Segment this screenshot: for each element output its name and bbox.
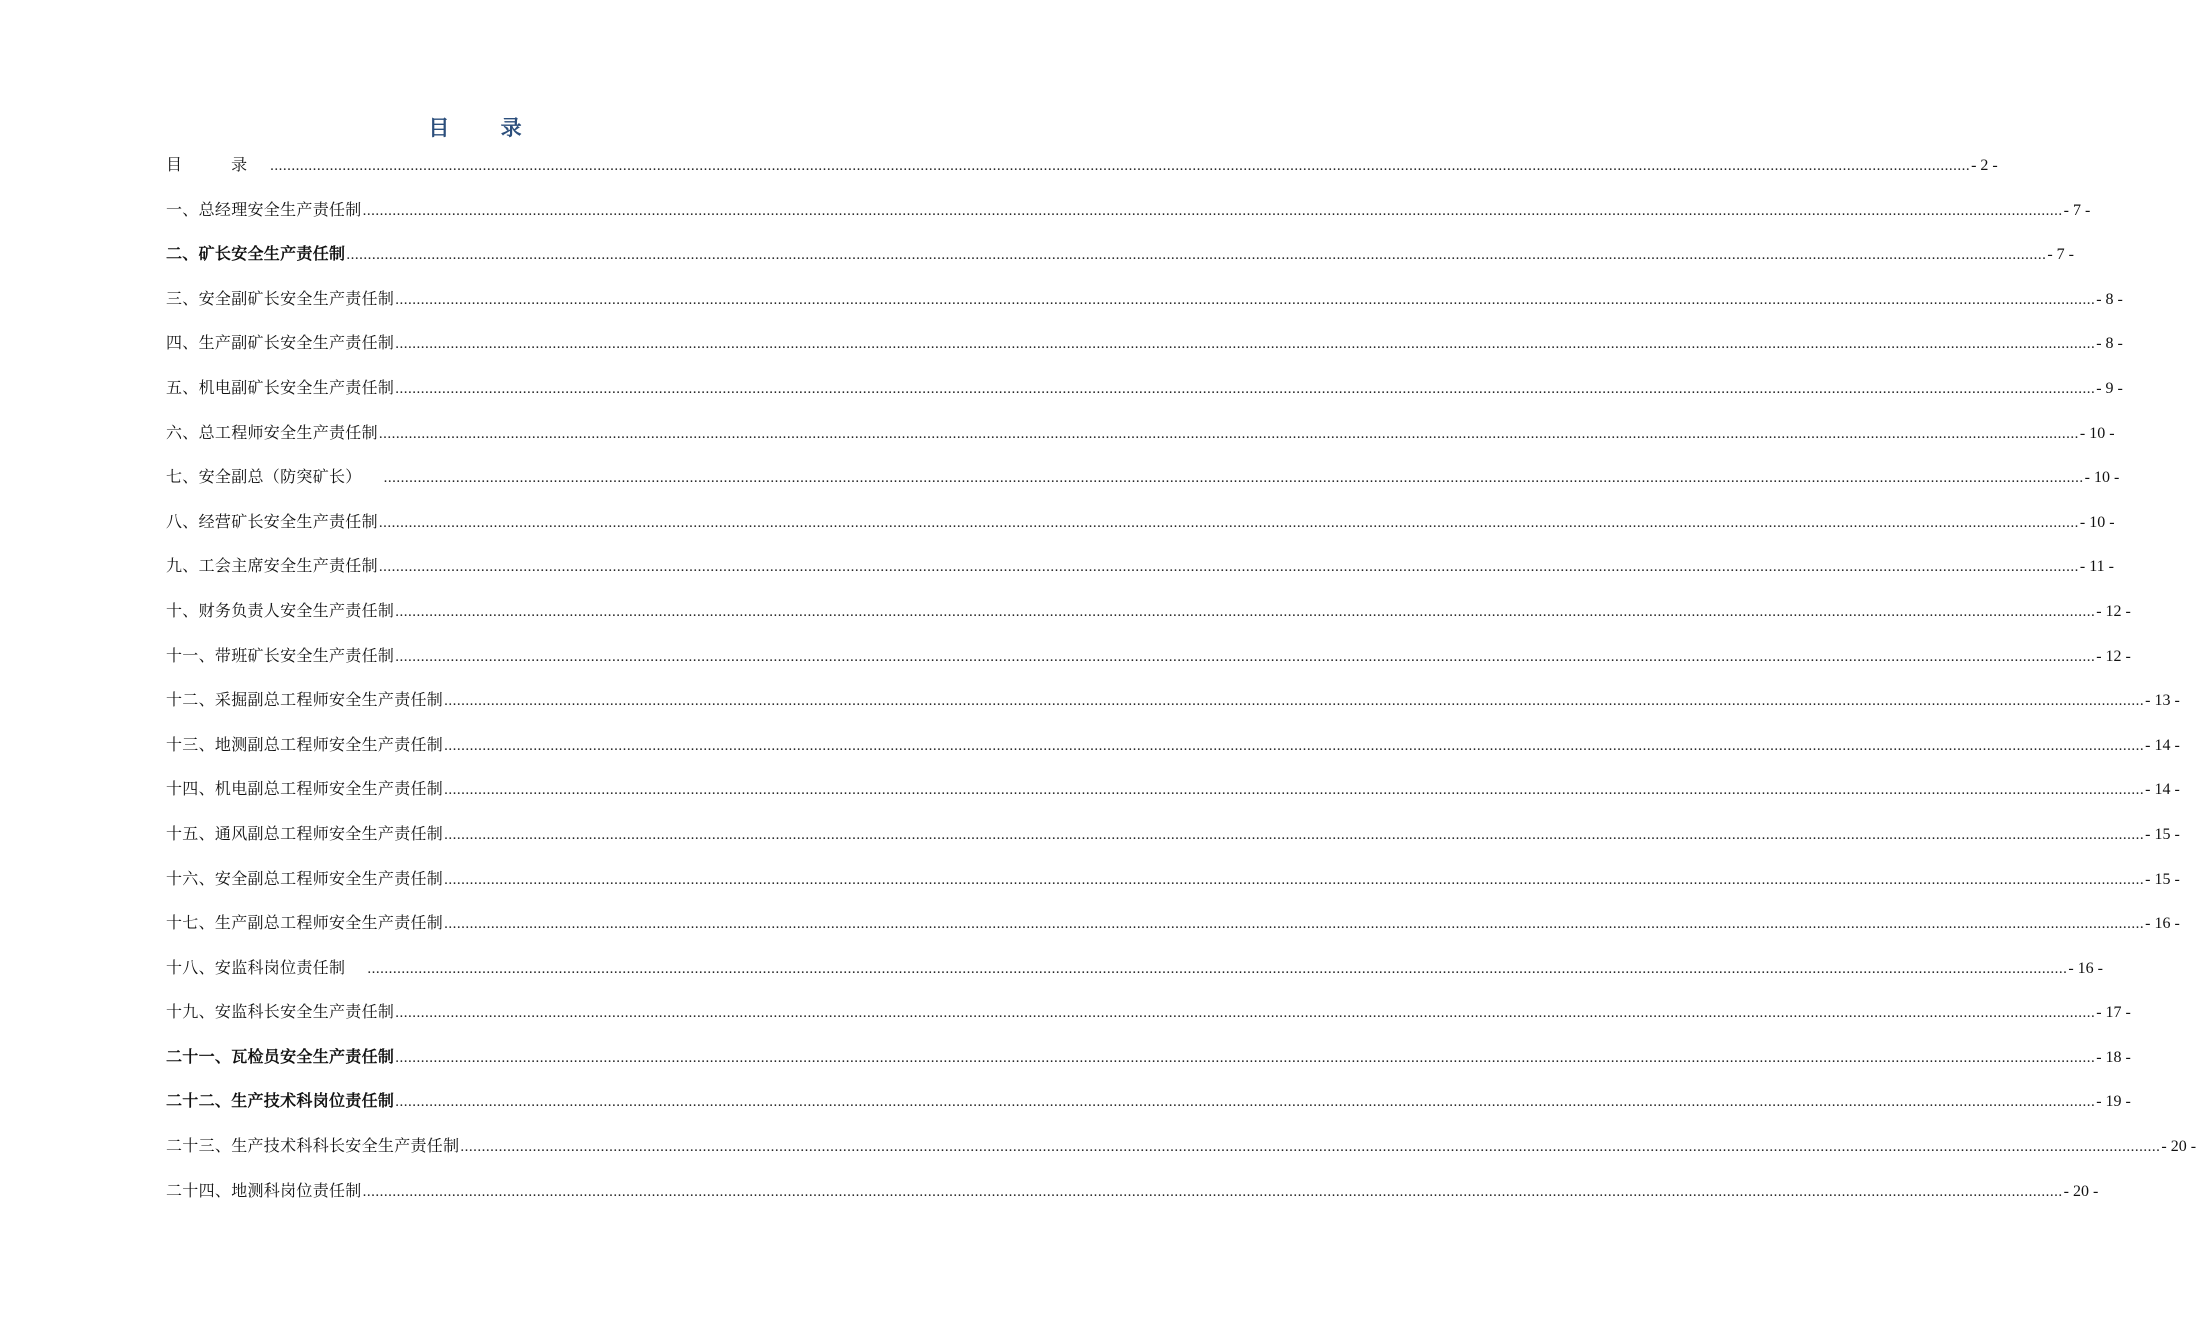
toc-entry-label: 二十三、生产技术科科长安全生产责任制 xyxy=(166,1136,460,1156)
toc-entry[interactable] xyxy=(166,287,2123,332)
toc-entry-page: - 17 - xyxy=(2096,1004,2131,1022)
toc-entry-label: 十三、地测副总工程师安全生产责任制 xyxy=(166,734,444,754)
toc-entry-label: 二十二、生产技术科岗位责任制 xyxy=(166,1091,395,1111)
toc-dot-leader: ................................................................................................................................................................................................................................................................................................................................................................................................................ xyxy=(395,1094,2096,1111)
toc-entry[interactable] xyxy=(166,867,2180,912)
toc-dot-leader: ................................................................................................................................................................................................................................................................................................................................................................................................................ xyxy=(383,470,2084,487)
toc-entry[interactable] xyxy=(166,822,2180,867)
toc-entry[interactable] xyxy=(166,644,2131,689)
toc-dot-leader: ................................................................................................................................................................................................................................................................................................................................................................................................................ xyxy=(346,247,2047,264)
toc-entry-page: - 10 - xyxy=(2084,469,2120,487)
toc-dot-leader: ................................................................................................................................................................................................................................................................................................................................................................................................................ xyxy=(362,202,2063,219)
toc-dot-leader: ................................................................................................................................................................................................................................................................................................................................................................................................................ xyxy=(367,960,2068,977)
toc-entry-page: - 14 - xyxy=(2145,781,2180,799)
toc-entry-label: 十、财务负责人安全生产责任制 xyxy=(166,600,395,620)
toc-entry[interactable] xyxy=(166,1045,2131,1090)
toc-entry-label: 六、总工程师安全生产责任制 xyxy=(166,422,378,442)
toc-entry-page: - 19 - xyxy=(2096,1093,2131,1111)
toc-dot-leader: ................................................................................................................................................................................................................................................................................................................................................................................................................ xyxy=(460,1139,2161,1156)
toc-entry-label: 十一、带班矿长安全生产责任制 xyxy=(166,645,395,665)
toc-entry-label: 目 录 xyxy=(166,155,270,174)
toc-entry-label: 五、机电副矿长安全生产责任制 xyxy=(166,377,395,397)
toc-entry[interactable] xyxy=(166,421,2115,466)
toc-dot-leader: ................................................................................................................................................................................................................................................................................................................................................................................................................ xyxy=(444,782,2145,799)
toc-entry-page: - 10 - xyxy=(2079,513,2115,531)
toc-entry[interactable] xyxy=(166,1000,2131,1045)
toc-entry-page: - 2 - xyxy=(1971,157,1998,174)
toc-title: 目 录 xyxy=(428,116,544,140)
toc-dot-leader: ................................................................................................................................................................................................................................................................................................................................................................................................................ xyxy=(395,1005,2096,1022)
toc-entry-label: 二十四、地测科岗位责任制 xyxy=(166,1180,362,1200)
toc-entry[interactable] xyxy=(166,1134,2196,1179)
toc-entry[interactable] xyxy=(166,554,2114,599)
toc-dot-leader: ................................................................................................................................................................................................................................................................................................................................................................................................................ xyxy=(444,737,2145,754)
toc-entry-label: 九、工会主席安全生产责任制 xyxy=(166,556,378,576)
toc-entry[interactable] xyxy=(166,1089,2131,1134)
toc-entry-page: - 10 - xyxy=(2079,424,2115,442)
toc-entry[interactable] xyxy=(166,956,2103,1001)
table-of-contents xyxy=(166,153,2196,1223)
toc-entry-label: 十六、安全副总工程师安全生产责任制 xyxy=(166,868,444,888)
toc-entry-page: - 20 - xyxy=(2161,1138,2196,1156)
toc-entry[interactable] xyxy=(166,777,2180,822)
toc-entry[interactable] xyxy=(166,1179,2099,1224)
toc-dot-leader: ................................................................................................................................................................................................................................................................................................................................................................................................................ xyxy=(395,336,2096,353)
toc-entry[interactable] xyxy=(166,198,2091,243)
toc-dot-leader: ................................................................................................................................................................................................................................................................................................................................................................................................................ xyxy=(362,1183,2063,1200)
toc-entry-page: - 15 - xyxy=(2145,870,2180,888)
toc-entry-page: - 8 - xyxy=(2096,335,2123,353)
toc-dot-leader: ................................................................................................................................................................................................................................................................................................................................................................................................................ xyxy=(270,158,1971,174)
toc-entry-page: - 9 - xyxy=(2096,379,2123,397)
toc-entry-page: - 16 - xyxy=(2068,959,2103,977)
toc-entry-label: 十五、通风副总工程师安全生产责任制 xyxy=(166,823,444,843)
toc-entry[interactable] xyxy=(166,510,2115,555)
toc-entry-page: - 7 - xyxy=(2047,246,2074,264)
toc-entry-page: - 12 - xyxy=(2096,602,2131,620)
toc-dot-leader: ................................................................................................................................................................................................................................................................................................................................................................................................................ xyxy=(378,559,2079,576)
toc-dot-leader: ................................................................................................................................................................................................................................................................................................................................................................................................................ xyxy=(378,425,2079,442)
toc-entry[interactable] xyxy=(166,331,2123,376)
toc-entry-page: - 12 - xyxy=(2096,647,2131,665)
toc-entry-label: 二、矿长安全生产责任制 xyxy=(166,244,346,264)
toc-dot-leader: ................................................................................................................................................................................................................................................................................................................................................................................................................ xyxy=(395,1049,2096,1066)
toc-entry[interactable] xyxy=(166,242,2074,287)
toc-dot-leader: ................................................................................................................................................................................................................................................................................................................................................................................................................ xyxy=(444,826,2145,843)
toc-dot-leader: ................................................................................................................................................................................................................................................................................................................................................................................................................ xyxy=(395,603,2096,620)
toc-entry[interactable] xyxy=(166,599,2131,644)
toc-entry[interactable] xyxy=(166,733,2180,778)
toc-dot-leader: ................................................................................................................................................................................................................................................................................................................................................................................................................ xyxy=(444,916,2145,933)
toc-entry-page: - 8 - xyxy=(2096,290,2123,308)
toc-entry-label: 八、经营矿长安全生产责任制 xyxy=(166,511,378,531)
toc-dot-leader: ................................................................................................................................................................................................................................................................................................................................................................................................................ xyxy=(395,291,2096,308)
toc-entry-page: - 16 - xyxy=(2145,915,2180,933)
toc-entry-label: 四、生产副矿长安全生产责任制 xyxy=(166,333,395,353)
toc-entry-page: - 20 - xyxy=(2063,1182,2099,1200)
toc-entry-label: 十七、生产副总工程师安全生产责任制 xyxy=(166,913,444,933)
toc-entry-page: - 14 - xyxy=(2145,736,2180,754)
toc-entry[interactable] xyxy=(166,911,2180,956)
toc-entry[interactable] xyxy=(166,153,1998,198)
toc-entry-page: - 11 - xyxy=(2079,558,2114,576)
toc-entry-label: 一、总经理安全生产责任制 xyxy=(166,199,362,219)
toc-dot-leader: ................................................................................................................................................................................................................................................................................................................................................................................................................ xyxy=(395,648,2096,665)
toc-entry-page: - 13 - xyxy=(2145,692,2180,710)
toc-entry-page: - 18 - xyxy=(2096,1048,2131,1066)
toc-entry-page: - 7 - xyxy=(2063,201,2091,219)
toc-dot-leader: ................................................................................................................................................................................................................................................................................................................................................................................................................ xyxy=(444,693,2145,710)
toc-entry-page: - 15 - xyxy=(2145,825,2180,843)
toc-entry-label: 十二、采掘副总工程师安全生产责任制 xyxy=(166,690,444,710)
toc-entry[interactable] xyxy=(166,465,2120,510)
toc-entry-label: 三、安全副矿长安全生产责任制 xyxy=(166,288,395,308)
toc-dot-leader: ................................................................................................................................................................................................................................................................................................................................................................................................................ xyxy=(395,380,2096,397)
toc-entry-label: 十四、机电副总工程师安全生产责任制 xyxy=(166,779,444,799)
toc-dot-leader: ................................................................................................................................................................................................................................................................................................................................................................................................................ xyxy=(378,514,2079,531)
toc-entry-label: 七、安全副总（防突矿长） xyxy=(166,467,362,487)
toc-entry[interactable] xyxy=(166,376,2123,421)
toc-entry-label: 十八、安监科岗位责任制 xyxy=(166,957,346,977)
toc-entry[interactable] xyxy=(166,688,2180,733)
toc-dot-leader: ................................................................................................................................................................................................................................................................................................................................................................................................................ xyxy=(444,871,2145,888)
toc-entry-label: 十九、安监科长安全生产责任制 xyxy=(166,1002,395,1022)
toc-entry-label: 二十一、瓦检员安全生产责任制 xyxy=(166,1046,395,1066)
